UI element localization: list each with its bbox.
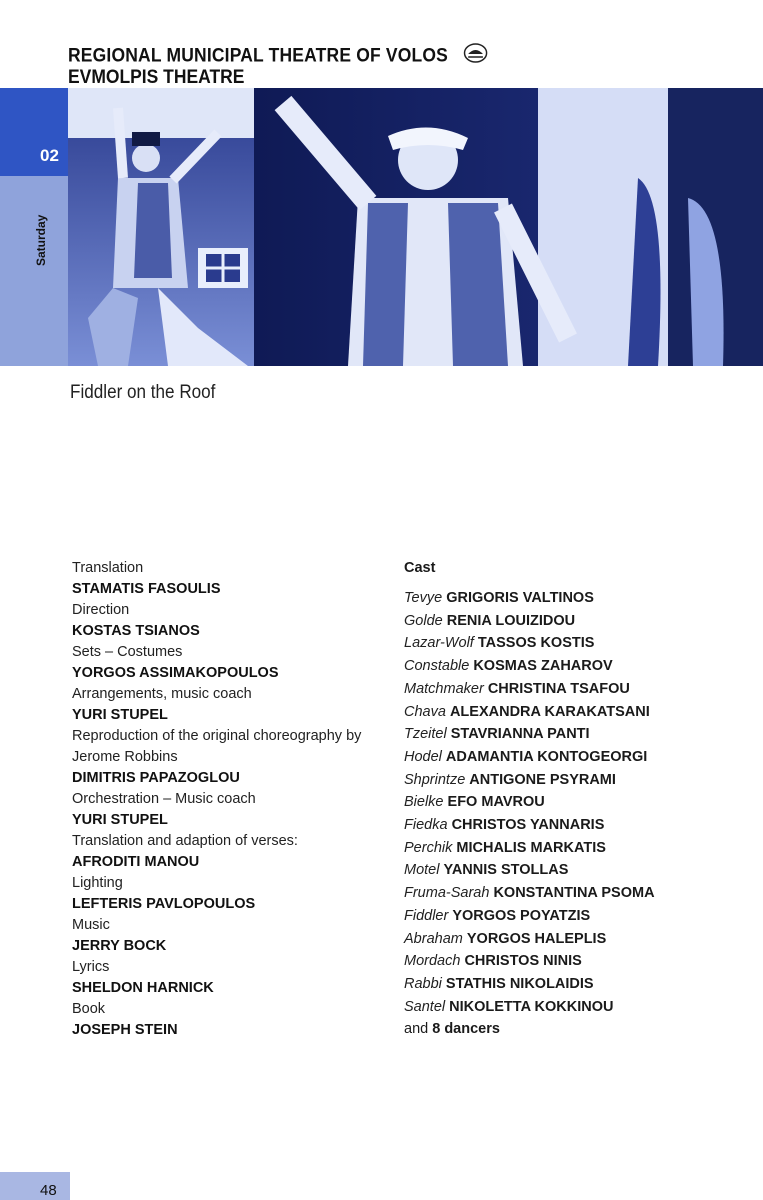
cast-name: RENIA LOUIZIDOU <box>446 612 576 629</box>
cast-footer-prefix: and <box>404 1021 429 1038</box>
credit-role: Reproduction of the original choreography by Jerome Robbins <box>72 728 362 765</box>
page-number: 48 <box>40 1182 57 1199</box>
cast-role: Tzeitel <box>404 726 447 743</box>
cast-entry <box>404 746 744 769</box>
cast-name: STAVRIANNA PANTI <box>450 726 590 743</box>
cast-role: Shprintze <box>404 771 466 788</box>
cast-entry <box>404 587 744 610</box>
cast-name: YORGOS POYATZIS <box>452 907 591 924</box>
cast-role: Motel <box>404 862 440 879</box>
cast-entry <box>404 928 744 951</box>
credit-role: Translation and adaption of verses: <box>72 833 298 849</box>
credit-name: JERRY BOCK <box>72 938 167 954</box>
credit-entry <box>72 684 392 726</box>
credit-entry <box>72 642 392 684</box>
header-line-1: REGIONAL MUNICIPAL THEATRE OF VOLOS <box>68 45 449 67</box>
cast-entry <box>404 814 744 837</box>
credit-role: Translation <box>72 560 144 576</box>
cast-entry <box>404 701 744 724</box>
cast-entry <box>404 769 744 792</box>
cast-footer-name: 8 dancers <box>432 1021 500 1038</box>
cast-footer <box>404 1018 744 1041</box>
credit-entry <box>72 789 392 831</box>
credit-name: YURI STUPEL <box>72 812 168 828</box>
cast-entry <box>404 723 744 746</box>
cast-name: KONSTANTINA PSOMA <box>493 885 655 902</box>
credit-entry <box>72 831 392 873</box>
cast-name: STATHIS NIKOLAIDIS <box>445 975 594 992</box>
day-number: 02 <box>40 146 59 165</box>
cast-entry <box>404 791 744 814</box>
credit-name: YORGOS ASSIMAKOPOULOS <box>72 665 279 681</box>
header-subtitle: EVMOLPIS THEATRE <box>68 67 245 87</box>
credit-role: Arrangements, music coach <box>72 686 252 702</box>
cast-role: Mordach <box>404 953 461 970</box>
theatre-seal-icon <box>462 42 488 71</box>
cast-name: ANTIGONE PSYRAMI <box>469 771 616 788</box>
cast-entry <box>404 632 744 655</box>
cast-entry <box>404 655 744 678</box>
cast-role: Chava <box>404 703 446 720</box>
cast-heading: Cast <box>404 560 436 576</box>
cast-entry <box>404 859 744 882</box>
cast-name: KOSMAS ZAHAROV <box>473 658 613 675</box>
cast-name: ADAMANTIA KONTOGEORGI <box>445 748 648 765</box>
cast-role: Fruma-Sarah <box>404 885 490 902</box>
cast-entry <box>404 610 744 633</box>
credit-role: Lyrics <box>72 959 110 975</box>
cast-role: Matchmaker <box>404 680 484 697</box>
credit-name: AFRODITI MANOU <box>72 854 200 870</box>
cast-name: TASSOS KOSTIS <box>477 635 595 652</box>
cast-name: YANNIS STOLLAS <box>443 862 569 879</box>
cast-name: CHRISTINA TSAFOU <box>487 680 630 697</box>
cast-entry <box>404 837 744 860</box>
cast-role: Abraham <box>404 930 463 947</box>
credit-entry <box>72 600 392 642</box>
credit-role: Music <box>72 917 110 933</box>
credit-role: Lighting <box>72 875 123 891</box>
cast-entry <box>404 973 744 996</box>
cast-entry <box>404 882 744 905</box>
cast-role: Rabbi <box>404 975 442 992</box>
cast-entry <box>404 950 744 973</box>
credit-entry <box>72 726 392 789</box>
credit-name: JOSEPH STEIN <box>72 1022 178 1038</box>
cast-role: Hodel <box>404 748 442 765</box>
page-number-box <box>0 1172 70 1200</box>
stage-photo <box>68 88 763 366</box>
cast-entry <box>404 905 744 928</box>
cast-role: Tevye <box>404 590 443 606</box>
cast-role: Fiedka <box>404 817 448 834</box>
cast-role: Santel <box>404 998 446 1015</box>
credit-name: LEFTERIS PAVLOPOULOS <box>72 896 256 912</box>
credit-role: Orchestration – Music coach <box>72 791 256 807</box>
credit-name: STAMATIS FASOULIS <box>72 581 221 597</box>
credit-entry <box>72 873 392 915</box>
day-sidebar <box>0 88 68 366</box>
cast-role: Constable <box>404 658 470 675</box>
cast-name: NIKOLETTA KOKKINOU <box>449 998 614 1015</box>
cast-role: Perchik <box>404 839 453 856</box>
cast-name: MICHALIS MARKATIS <box>456 839 606 856</box>
credit-name: YURI STUPEL <box>72 707 168 723</box>
cast-list <box>404 558 744 1041</box>
cast-entry <box>404 678 744 701</box>
credit-role: Sets – Costumes <box>72 644 183 660</box>
cast-name: CHRISTOS NINIS <box>464 953 582 970</box>
show-title: Fiddler on the Roof <box>70 382 216 403</box>
cast-role: Bielke <box>404 794 444 811</box>
cast-role: Fiddler <box>404 907 449 924</box>
credit-name: DIMITRIS PAPAZOGLOU <box>72 770 240 786</box>
credit-entry <box>72 957 392 999</box>
day-number-box <box>0 88 68 176</box>
cast-name: EFO MAVROU <box>447 794 545 811</box>
credit-role: Book <box>72 1001 106 1017</box>
credit-entry <box>72 915 392 957</box>
credit-name: SHELDON HARNICK <box>72 980 214 996</box>
credit-role: Direction <box>72 602 130 618</box>
day-label: Saturday <box>34 214 48 266</box>
cast-name: ALEXANDRA KARAKATSANI <box>449 703 650 720</box>
cast-name: CHRISTOS YANNARIS <box>451 817 605 834</box>
credits-list <box>72 558 392 1041</box>
credit-entry <box>72 558 392 600</box>
cast-entry <box>404 996 744 1019</box>
credit-name: KOSTAS TSIANOS <box>72 623 200 639</box>
credit-entry <box>72 999 392 1041</box>
cast-name: YORGOS HALEPLIS <box>466 930 607 947</box>
cast-name: GRIGORIS VALTINOS <box>446 590 594 606</box>
cast-role: Lazar-Wolf <box>404 635 474 652</box>
cast-role: Golde <box>404 612 443 629</box>
